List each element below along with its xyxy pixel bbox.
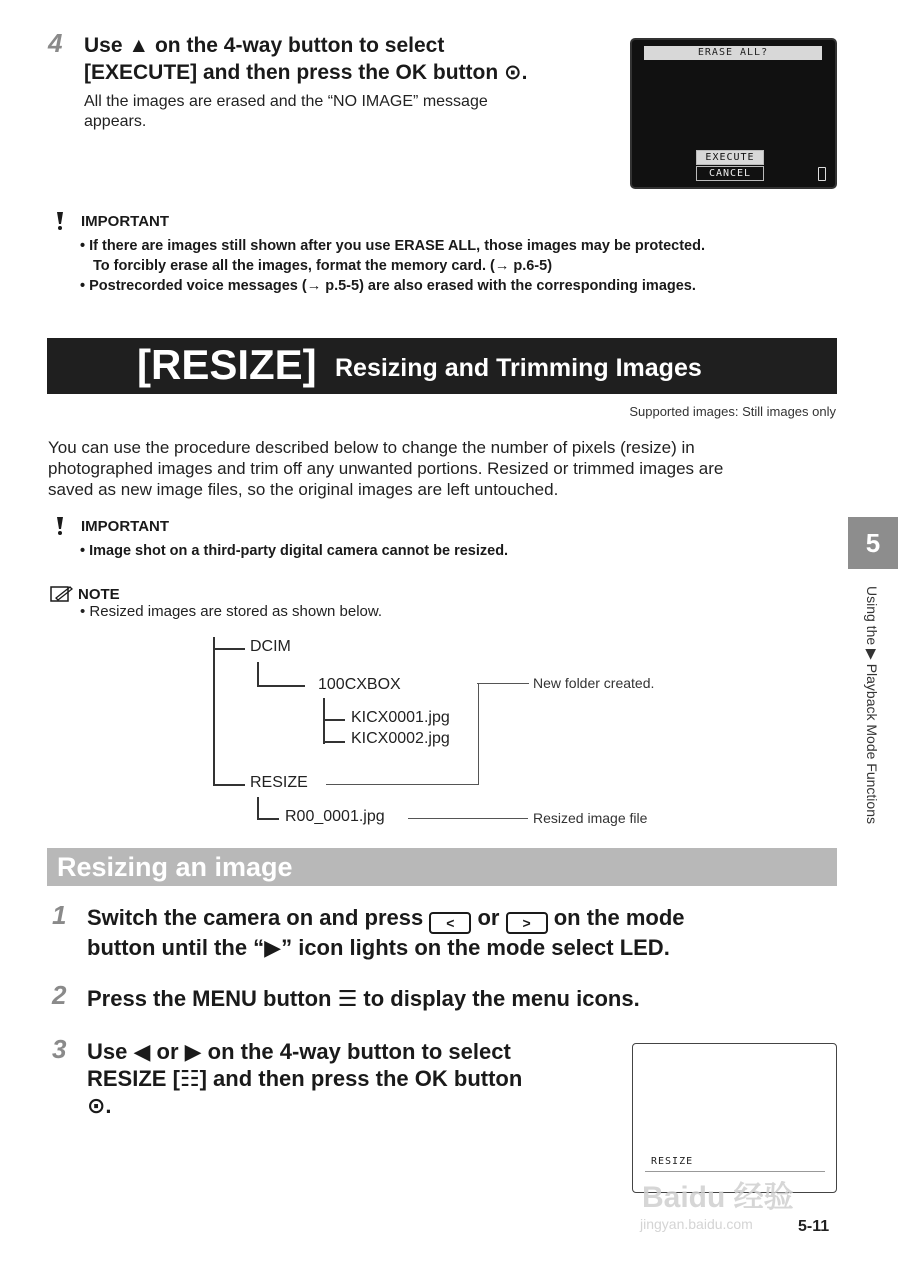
important-bullets — [80, 236, 860, 296]
lcd-option-cancel: CANCEL — [696, 166, 764, 181]
intro-line3: saved as new image files, so the original images are left untouched. — [48, 480, 559, 499]
tree-dcim: DCIM — [250, 638, 291, 655]
tree-folder-100cxbox: 100CXBOX — [318, 676, 401, 693]
banner-main-title: [RESIZE] — [137, 341, 317, 388]
subheading-text: Resizing an image — [57, 852, 293, 882]
tree-folder-vertical — [323, 698, 325, 744]
step-3-line1: Use ◀ or ▶ on the 4-way button to select — [87, 1039, 511, 1064]
note-icon — [50, 585, 74, 608]
step-1-line1 — [87, 904, 827, 934]
tree-resize-branch — [213, 784, 245, 786]
tree-file1-branch — [323, 719, 345, 721]
step-4-number: 4 — [48, 28, 63, 58]
note-heading: NOTE — [78, 586, 120, 603]
chapter-side-title: Using the ▶ Playback Mode Functions — [864, 586, 880, 824]
step-4-desc-line2: appears. — [84, 113, 147, 130]
lcd-title-bar: ERASE ALL? — [644, 46, 822, 60]
note-bullet: • Resized images are stored as shown below. — [80, 603, 383, 620]
tree-dcim-vertical — [257, 662, 259, 686]
resize-menu-lcd-screen — [632, 1043, 837, 1193]
intro-paragraph — [48, 437, 838, 500]
tree-file1: KICX0001.jpg — [351, 709, 450, 726]
step-1-or: or — [477, 905, 500, 930]
lcd-option-execute: EXECUTE — [696, 150, 764, 165]
step-4-description — [84, 92, 604, 132]
step-4-title — [84, 32, 624, 86]
banner-subtitle: Resizing and Trimming Images — [335, 354, 702, 382]
important-2-bullet: • Image shot on a third-party digital camera cannot be resized. — [80, 543, 509, 559]
step-4-title-line1: Use ▲ on the 4-way button to select — [84, 34, 445, 57]
tree-root-vertical — [213, 637, 215, 785]
erase-all-lcd-screen — [630, 38, 837, 189]
resizing-an-image-heading — [47, 848, 837, 886]
tree-resized-file: R00_0001.jpg — [285, 808, 385, 825]
tree-dcim-branch — [213, 648, 245, 650]
page-number: 5-11 — [798, 1218, 830, 1235]
step-2-number: 2 — [52, 980, 67, 1010]
step-1-text — [87, 904, 827, 961]
important-heading: IMPORTANT — [81, 213, 170, 230]
step-1-line2: button until the “▶” icon lights on the mode select LED. — [87, 935, 670, 960]
supported-images-note: Supported images: Still images only — [629, 404, 836, 419]
chapter-tab: 5 — [848, 517, 898, 569]
watermark-logo: Baidu 经验 — [642, 1181, 794, 1214]
tree-resize-vertical — [257, 797, 259, 819]
callout-line-new-folder — [326, 683, 479, 785]
important-bullet-1-line2: To forcibly erase all the images, format the memory card. (→ p.6-5) — [93, 258, 553, 274]
mode-left-key: < — [429, 912, 471, 934]
lcd-resize-label: RESIZE — [651, 1156, 694, 1167]
tree-folder-branch — [257, 685, 305, 687]
step-3-text — [87, 1038, 607, 1119]
mode-right-key: > — [506, 912, 548, 934]
intro-line2: photographed images and trim off any unwanted portions. Resized or trimmed images are — [48, 459, 724, 478]
step-1-number: 1 — [52, 900, 67, 930]
step-3-line3: ⊙. — [87, 1093, 112, 1118]
important-bullet-2: • Postrecorded voice messages (→ p.5-5) are also erased with the corresponding images. — [80, 278, 696, 294]
callout-label-new-folder: New folder created. — [533, 675, 655, 691]
step-4-title-line2: [EXECUTE] and then press the OK button ⊙. — [84, 61, 528, 84]
step-3-number: 3 — [52, 1034, 67, 1064]
watermark-url: jingyan.baidu.com — [640, 1216, 753, 1232]
resize-section-banner — [47, 338, 837, 394]
step-4-desc-line1: All the images are erased and the “NO IMAGE” message — [84, 93, 488, 110]
important-icon-2 — [54, 516, 66, 541]
battery-icon — [818, 167, 826, 181]
tree-resize-folder: RESIZE — [250, 774, 308, 791]
important-bullet-1-line1: • If there are images still shown after you use ERASE ALL, those images may be protected. — [80, 238, 705, 254]
step-3-line2: RESIZE [☷] and then press the OK button — [87, 1066, 523, 1091]
callout-top-line — [477, 683, 529, 684]
tree-resized-file-branch — [257, 818, 279, 820]
important-icon — [54, 211, 66, 236]
callout-line-resized — [408, 818, 528, 819]
step-1-line1-a: Switch the camera on and press — [87, 905, 424, 930]
step-1-line1-b: on the mode — [553, 905, 685, 930]
step-2-text: Press the MENU button ☰ to display the menu icons. — [87, 986, 640, 1011]
callout-label-resized: Resized image file — [533, 810, 648, 826]
intro-line1: You can use the procedure described below to change the number of pixels (resize) in — [48, 438, 695, 457]
important-heading-2: IMPORTANT — [81, 518, 170, 535]
tree-file2-branch — [323, 741, 345, 743]
tree-file2: KICX0002.jpg — [351, 730, 450, 747]
